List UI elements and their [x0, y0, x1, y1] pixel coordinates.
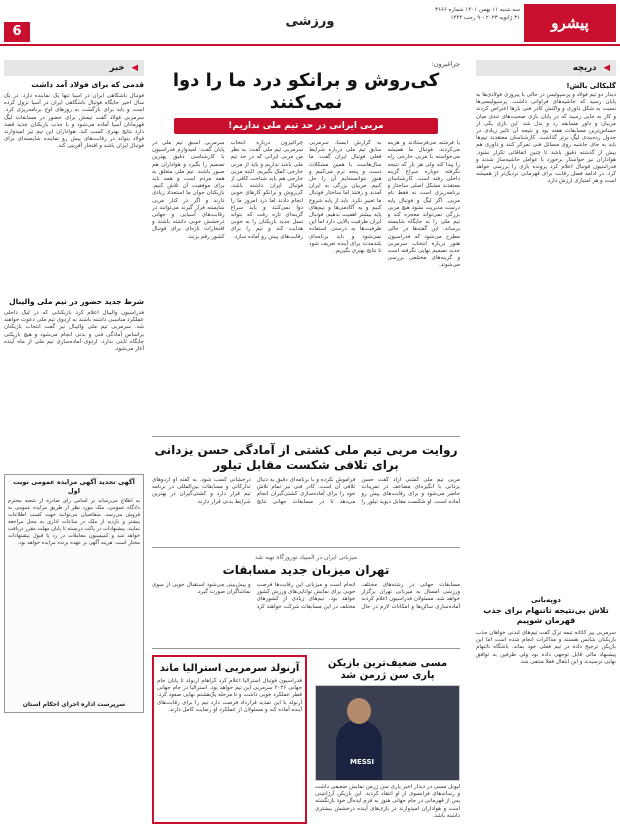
issue-line-2: ۳۱ ژانویه ۲۰۲۳ - ۹ رجب ۱۴۴۴ [450, 15, 520, 21]
right-column [476, 60, 616, 830]
bottom-boxes [152, 655, 460, 824]
column-title: گلبکالی بالش! [566, 82, 616, 90]
article-column-3: چراغیرون درباره انتخاب سرمربی تیم ملی گفت: به نظر من مربی ایرانی که در حد تیم ملی باشد نداریم و باید از مربی خارجی کمک بگیریم. البته مربی خارجی هم باید شناخت کافی از فوتبال ایران داشته باشد. کی‌روش و برانکو کارهای خوبی انجام دادند اما درد امروز ما را دوا نمی‌کنند و باید سراغ گزینه‌ای تازه رفت که بتواند نسل جدید بازیکنان را به خوبی هدایت کند و تیم را برای رقابت‌های پیش رو آماده سازد. [230, 140, 303, 240]
divider [152, 648, 460, 649]
tehran-headline: تهران میزبان جدید مسابقات [222, 563, 390, 577]
messi-photo [315, 685, 460, 781]
page-number: 6 [4, 22, 30, 42]
left-column [4, 60, 144, 830]
column-header-news [4, 60, 144, 76]
player-head [347, 698, 371, 724]
ad-body: به اطلاع می‌رساند بر اساس رای صادره از شعبه محترم دادگاه عمومی، ملک مورد نظر از طریق مزایده عمومی به فروش می‌رسد. متقاضیان می‌توانند جهت کسب اطلاعات بیشتر و بازدید از ملک در ساعات اداری به محل مراجعه نمایند. پیشنهادات در پاکت دربسته تا پایان مهلت مقرر دریافت خواهد شد و کمیسیون معاملات در رد یا قبول پیشنهادات مختار است. هزینه آگهی بر عهده برنده مزایده خواهد بود. [8, 498, 140, 546]
headline-kicker: چراغیرون: [431, 60, 460, 68]
wrestling-headline: روایت مربی تیم ملی کشتی از آمادگی حسن یزدانی برای تلافی شکست مقابل تیلور [154, 443, 458, 472]
section-title: ورزشی [285, 14, 335, 29]
tehran-kicker: میزبانی ایران در المپیاد نوروزگاه تهیه شد [254, 554, 358, 561]
article-column-1: یا فرشته می‌فرستادند و هزینه می‌کردند. فوتبال ما همیشه می‌خواسته با مربی خارجی راه را پیدا کند ولی هر بار که نتیجه نگرفته دوباره سراغ گزینه داخلی رفته است. کارشناسان معتقدند مشکل اصلی ساختار و برنامه‌ریزی است نه فقط نام مربی. اگر لیگ و فوتبال پایه درست مدیریت نشود هیچ مربی بزرگی نمی‌تواند معجزه کند و تیم ملی را به جایگاه شایسته برساند. این گفته‌ها در حالی مطرح می‌شود که فدراسیون هنوز درباره انتخاب سرمربی جدید تصمیم نهایی نگرفته است و گزینه‌های مختلفی بررسی می‌شوند. [387, 140, 460, 269]
messi-story: لیونل مسی در دیدار اخیر پاری سن ژرمن نمایش ضعیفی داشت و رسانه‌های فرانسوی از او انتقاد کردند. این بازیکن آرژانتینی پس از قهرمانی در جام جهانی هنوز به فرم ایده‌آل خود بازنگشته است و هواداران امیدوارند در بازی‌های آینده درخشش بیشتری داشته باشد. [315, 784, 460, 819]
wrestling-story: مربی تیم ملی کشتی آزاد گفت حسن یزدانی با انگیزه‌ای مضاعف در تمرینات حاضر می‌شود و برای رقابت‌های پیش رو آماده است. او شکست مقابل دیوید تیلور را فراموش نکرده و با برنامه‌ای دقیق به دنبال تلافی آن است. کادر فنی نیز تمام تلاش خود را برای آماده‌سازی کشتی‌گیران انجام می‌دهد تا در مسابقات جهانی نتایج درخشانی کسب شود. به گفته او اردوهای تدارکاتی و مسابقات بین‌المللی در برنامه تیم قرار دارد و کشتی‌گیران در بهترین شرایط بدنی قرار دارند. [152, 477, 460, 505]
tehran-story: مسابقات جهانی در رشته‌های مختلف ورزشی امسال به میزبانی تهران برگزار خواهد شد. مسئولان فدراسیون اعلام کردند آماده‌سازی سالن‌ها و امکانات لازم در حال انجام است و میزبانی این رقابت‌ها فرصت خوبی برای نمایش توانایی‌های ورزش کشور خواهد بود. تیم‌های زیادی از کشورهای مختلف در این مسابقات شرکت خواهند کرد و پیش‌بینی می‌شود استقبال خوبی از سوی تماشاگران صورت گیرد. [152, 582, 460, 610]
news-body-2: فدراسیون والیبال اعلام کرد بازیکنانی که در لیگ داخلی عملکرد مناسبی داشته باشند به اردوی تیم ملی دعوت خواهند شد. سرمربی تیم ملی والیبال نیز گفت انتخاب بازیکنان براساس آمادگی فنی و بدنی انجام می‌شود و هیچ بازیکنی جایگاه ثابتی ندارد. اردوی آماده‌سازی تیم ملی از ماه آینده آغاز می‌شود. [4, 310, 144, 353]
main-content [152, 60, 460, 830]
arnold-story: فدراسیون فوتبال استرالیا اعلام کرد گراهام آرنولد تا پایان جام جهانی ۲۰۲۶ سرمربی این تیم خواهد بود. استرالیا در جام جهانی قطر عملکرد خوبی داشت و تا مرحله یک‌هشتم نهایی صعود کرد. آرنولد با این تمدید قرارداد فرصت دارد تیم را برای رقابت‌های آینده آماده کند و مسئولان از عملکرد او رضایت کامل دارند. [157, 678, 302, 713]
issue-info [400, 6, 520, 22]
arrow-icon: ◀ [131, 63, 138, 73]
legal-ad [4, 474, 144, 713]
column-kicker: دوپه‌بانی [531, 596, 561, 604]
arnold-headline: آرنولد سرمربی استرالیا ماند [159, 663, 300, 674]
news-title-1: قدمی که برای فولاد آمد داشت [31, 80, 144, 89]
divider [152, 547, 460, 548]
ad-signature: سرپرست اداره اجرای احکام استان [22, 701, 126, 708]
article-column-4: سرمربی اسبق تیم ملی در پایان گفت: امیدوارم فدراسیون با کارشناسی دقیق بهترین تصمیم را بگیرد و هواداران هم صبور باشند. تیم ملی متعلق به همه مردم است و همه باید برای موفقیت آن تلاش کنیم. بازیکنان جوان ما استعداد زیادی دارند و اگر در کنار مربی شایسته قرار گیرند می‌توانند در رقابت‌های آسیایی و جهانی درخشش خوبی داشته باشند و افتخارات تازه‌ای برای فوتبال کشور رقم بزنند. [152, 140, 225, 240]
messi-box [315, 655, 460, 824]
column-header-label: دریچه [572, 63, 597, 73]
column-header-window [476, 60, 616, 76]
player-figure [336, 720, 382, 780]
arrow-icon: ◀ [603, 63, 610, 73]
messi-headline: مسی ضعیف‌ترین بازیکن پاری سن ژرمن شد [327, 658, 448, 681]
headline-banner: مربی ایرانی در حد تیم ملی نداریم! [174, 118, 438, 134]
column-subheadline: تلاش بی‌نتیجه تاتنهام برای جذب قهرمان شوپیم [483, 606, 609, 625]
main-headline: کی‌روش و برانکو درد ما را دوا نمی‌کنند [172, 70, 440, 113]
jersey-label: MESSI [350, 758, 375, 766]
news-body-1: فوتبال باشگاهی ایران در آسیا تنها یک نماینده دارد. در یک سال اخیر جایگاه فوتبال باشگاهی ایران در آسیا نزول کرده است و باید برای بازگشت به روزهای اوج برنامه‌ریزی کرد. سرمربی فولاد گفت تیمش برای حضور در مسابقات لیگ قهرمانان آسیا آماده می‌شود و با جذب بازیکنان جدید قصد دارد نتایج بهتری کسب کند. هواداران این تیم نیز امیدوارند فولاد بتواند در رقابت‌های پیش رو نماینده شایسته‌ای برای فوتبال ایران باشد و افتخار آفرینی کند. [4, 93, 144, 150]
news-title-2: شرط جدید حضور در تیم ملی والیبال [9, 297, 144, 306]
masthead [0, 0, 620, 46]
newspaper-logo: پیشرو [524, 4, 616, 42]
divider [152, 436, 460, 437]
article-columns [152, 140, 460, 430]
column-header-label: خبر [109, 63, 125, 73]
arnold-box [152, 655, 307, 824]
column-body: دیدار دو تیم فولاد و پرسپولیس در حالی با پیروزی فولادی‌ها به پایان رسید که حاشیه‌های فراوانی داشت. پرسپولیسی‌ها نسبت به شکل داوری و واکنش کادر فنی بارها اعتراض کردند و کار به جایی رسید که در پایان بازی صحبت‌های تندی میان مربیان و داور مسابقه رد و بدل شد. این بازی یکی از حساس‌ترین مسابقات هفته بود و نتیجه آن تاثیر زیادی در جدول رده‌بندی لیگ برتر گذاشت. کارشناسان معتقدند تیم‌ها باید به جای حاشیه روی مسائل فنی تمرکز کنند و داوری هم بیش از گذشته دقیق باشد تا چنین اتفاقاتی تکرار نشود. هواداران نیز خواستار برخورد با عوامل حاشیه‌ساز شدند و فدراسیون فوتبال اعلام کرد پرونده بازی را بررسی خواهد کرد. در ادامه فصل رقابت برای قهرمانی نزدیک‌تر از همیشه است و هر امتیازی ارزش دارد. [476, 92, 616, 185]
ad-title: آگهی تجدید آگهی مزایده عمومی نوبت اول [13, 478, 135, 495]
issue-line-1: سه شنبه ۱۱ بهمن ۱۴۰۱ شماره ۳۶۶۶ [435, 7, 520, 13]
article-column-2: به گزارش ایسنا، سرمربی سابق تیم ملی درباره شرایط فعلی فوتبال ایران گفت: ما سال‌هاست با همین مشکلات دست و پنجه نرم می‌کنیم و هنوز نتوانسته‌ایم آن را حل کنیم. مربیان بزرگی به ایران آمدند و رفتند اما ساختار فوتبال ما تغییر نکرد. باید از پایه شروع کنیم و به آکادمی‌ها و تیم‌های پایه بیشتر اهمیت بدهیم. فوتبال ایران ظرفیت بالایی دارد اما این ظرفیت‌ها به درستی استفاده نمی‌شود و باید برنامه‌ای بلندمدت برای آینده تعریف شود تا نتایج بهتری بگیریم. [309, 140, 382, 255]
column-sub-body: سرمربی پیر کاتانه تیمه ترگ گفت تیم‌های لندنی خواهان جذب بازیکنان شانس هستند و مذاکرات انجام شده است اما این بازیکن ترجیح داده در تیم فعلی خود بماند. باشگاه تاتنهام پیشنهاد مالی قابل توجهی داده بود ولی طرفین به توافق نهایی نرسیدند و این انتقال فعلا منتفی شد. [476, 630, 616, 665]
